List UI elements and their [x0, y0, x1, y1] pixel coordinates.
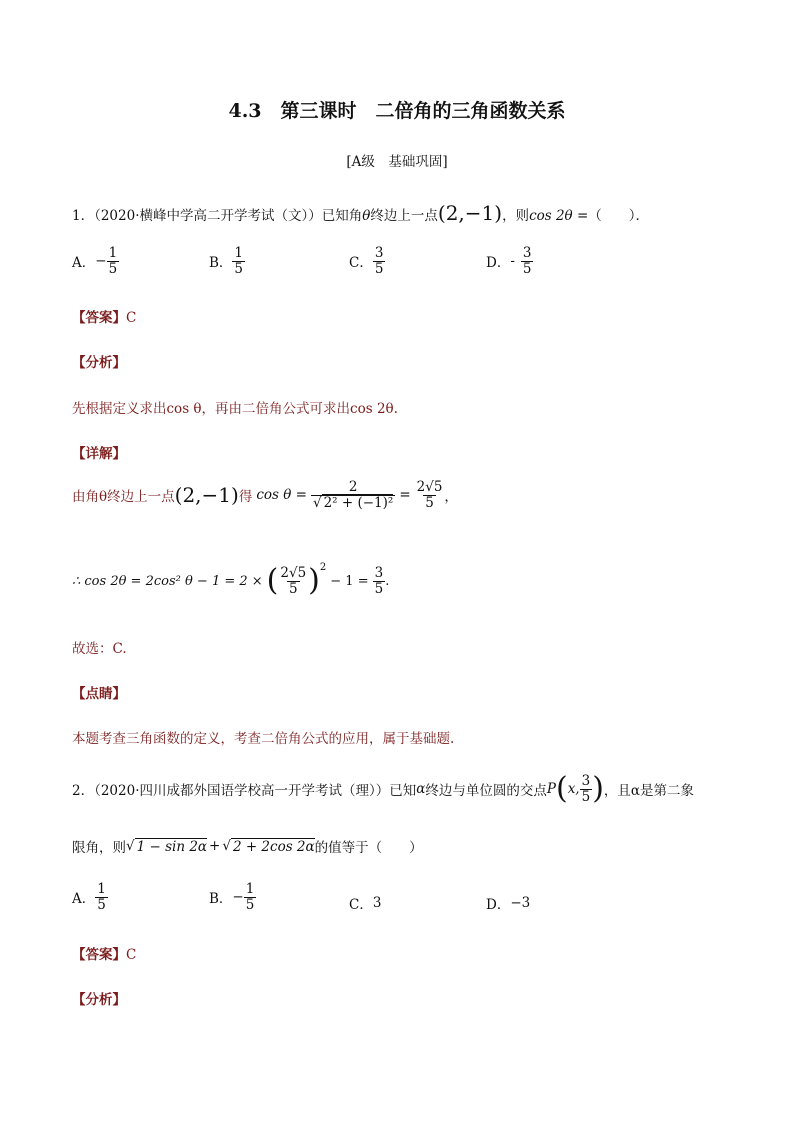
point-coordinates: (2,−1) [437, 201, 503, 225]
numerator: 1 [234, 245, 244, 261]
q1-answer [72, 306, 136, 326]
sqrt-icon: √ [126, 838, 135, 854]
point-y-fraction [580, 774, 593, 805]
point-x: x, [567, 781, 580, 798]
q1-detail-tag: 【详解】 [72, 446, 126, 462]
right-paren-icon: ) [308, 563, 320, 599]
option-value: 3 [372, 895, 382, 911]
option-label: D． [486, 897, 511, 913]
sqrt-expression-1: 1 − sin 2α [136, 838, 208, 855]
answer-value: C [126, 310, 137, 326]
option-label: B． [209, 255, 233, 272]
section-subtitle: [A级 基础巩固] [346, 154, 448, 170]
detail-de: 得 [238, 489, 253, 506]
page-title: 4.3 第三课时 二倍角的三角函数关系 [228, 100, 566, 122]
numerator: 3 [581, 773, 591, 789]
q1-choose: 故选：C. [72, 641, 127, 657]
q1-option-a [72, 246, 119, 277]
q2-option-a [72, 882, 108, 913]
question-1-then: ，则 [502, 208, 530, 224]
plus-sign: + [209, 838, 221, 854]
q1-detail-line1 [72, 480, 458, 511]
denominator: 5 [374, 580, 384, 597]
q1-analysis-tag: 【分析】 [72, 355, 126, 371]
denominator: 5 [522, 260, 532, 277]
answer-value: C [126, 947, 137, 963]
step-fraction [278, 566, 308, 597]
option-fraction [232, 246, 245, 277]
denominator: 5 [425, 494, 434, 511]
question-2-prefix: 2．（2020·四川成都外国语学校高一开学考试（理））已知 [72, 783, 417, 800]
numerator: 2 [348, 479, 358, 495]
denominator: 5 [234, 260, 244, 277]
detail-fraction-1 [311, 480, 395, 511]
q1-detail-line2 [72, 562, 390, 599]
right-paren-icon: ) [592, 771, 604, 807]
q2-answer [72, 943, 136, 963]
sqrt-icon: √ [222, 838, 231, 854]
detail-point: (2,−1) [174, 483, 239, 508]
option-label: C． [349, 255, 373, 272]
answer-tag: 【答案】 [72, 947, 126, 963]
numerator: 2√5 [416, 479, 443, 495]
option-value: −3 [510, 895, 531, 911]
question-2-suffix: ，且α是第二象 [603, 783, 695, 800]
question-1-prefix: 1．（2020·横峰中学高二开学考试（文））已知角 [72, 208, 363, 224]
numerator: 1 [245, 881, 255, 897]
question-2-line2-prefix: 限角，则 [72, 840, 126, 856]
step-mid: − 1 = [330, 573, 369, 589]
option-fraction [373, 246, 386, 277]
q1-comment-text: 本题考查三角函数的定义，考查二倍角公式的应用，属于基础题. [72, 731, 455, 747]
left-paren-icon: ( [555, 771, 568, 807]
option-sign: − [95, 253, 107, 270]
period: . [385, 573, 390, 589]
question-2-stem [72, 771, 695, 807]
numerator: 2√5 [280, 565, 307, 581]
denominator: √ 2² + (−1)² [312, 494, 394, 511]
left-paren-icon: ( [266, 563, 279, 599]
denominator: 5 [97, 896, 106, 913]
step-prefix: ∴ cos 2θ = 2cos² θ − 1 = 2 × [72, 573, 263, 589]
detail-fraction-2 [415, 480, 445, 511]
numerator: 3 [374, 245, 384, 261]
question-1-stem [72, 201, 649, 225]
option-sign: − [232, 889, 244, 906]
q2-option-b [209, 882, 256, 913]
question-2-line2 [72, 836, 423, 856]
cos-expression: cos 2θ = [529, 208, 589, 224]
denominator: 5 [374, 260, 384, 277]
theta-symbol: θ [362, 208, 371, 224]
option-label: B． [209, 891, 233, 908]
q1-option-c [349, 246, 385, 277]
step-result-fraction [373, 566, 386, 597]
question-1-blank: （ ）． [588, 208, 650, 224]
option-sign: - [510, 253, 515, 270]
question-1-mid: 终边上一点 [370, 208, 438, 224]
option-fraction [107, 246, 120, 277]
option-label: C． [349, 897, 373, 913]
question-2-line2-suffix: 的值等于（ ） [314, 840, 423, 856]
denominator: 5 [108, 260, 118, 277]
sqrt-content: 2² + (−1)² [323, 494, 394, 511]
point-p: P [546, 781, 556, 798]
square-exponent: 2 [319, 562, 327, 573]
comma: ， [444, 489, 458, 506]
numerator: 3 [522, 245, 532, 261]
question-2-mid: 终边与单位圆的交点 [425, 783, 547, 800]
alpha-symbol: α [416, 781, 426, 798]
q2-option-c [349, 893, 381, 913]
denominator: 5 [288, 580, 298, 597]
option-fraction [244, 882, 257, 913]
q2-analysis-tag: 【分析】 [72, 992, 126, 1008]
q2-option-d [486, 893, 530, 913]
numerator: 1 [97, 881, 106, 897]
denominator: 5 [581, 788, 591, 805]
detail-cos: cos θ = [256, 487, 307, 504]
sqrt-expression-2: 2 + 2cos 2α [232, 838, 315, 855]
option-label: A． [72, 255, 96, 272]
q1-option-b [209, 246, 245, 277]
option-label: A． [72, 891, 96, 908]
detail-prefix: 由角θ终边上一点 [72, 489, 175, 506]
q1-analysis-text: 先根据定义求出cos θ，再由二倍角公式可求出cos 2θ. [72, 401, 398, 417]
option-fraction [521, 246, 534, 277]
q1-option-d [486, 246, 533, 277]
option-fraction [95, 882, 108, 913]
option-label: D． [486, 255, 511, 272]
q1-comment-tag: 【点睛】 [72, 686, 126, 702]
denominator: 5 [245, 896, 255, 913]
numerator: 1 [108, 245, 118, 261]
answer-tag: 【答案】 [72, 310, 126, 326]
numerator: 3 [374, 565, 384, 581]
equals-sign: = [399, 487, 411, 504]
